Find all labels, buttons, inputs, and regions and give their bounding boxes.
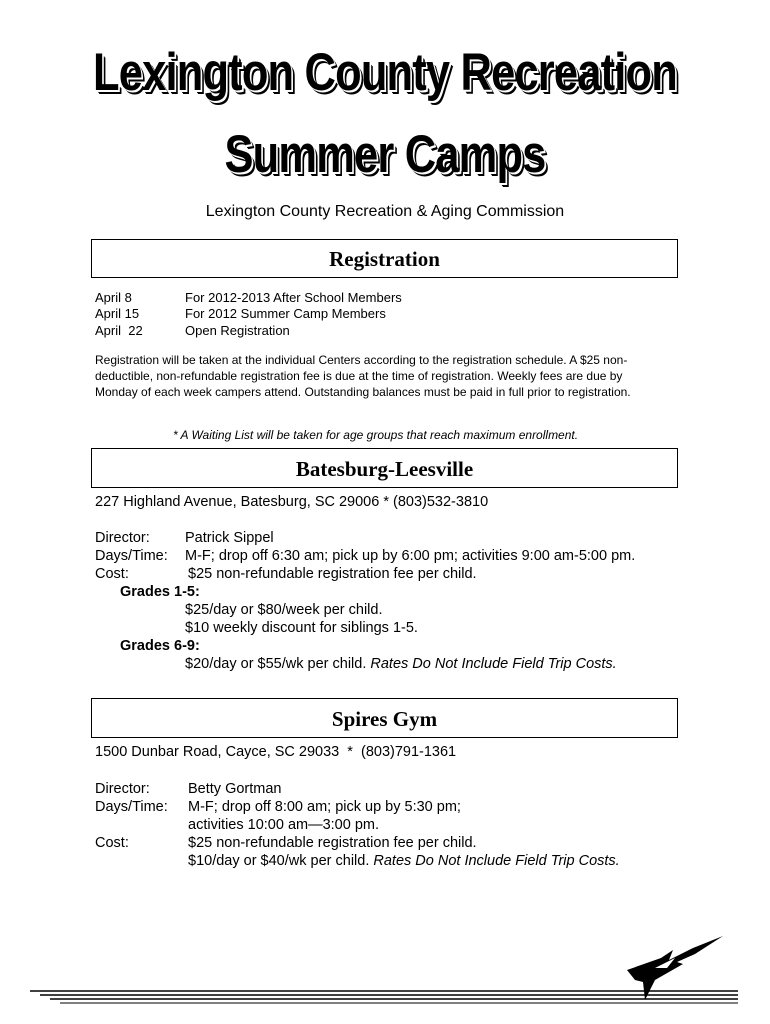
batesburg-grades2-rate: $20/day or $55/wk per child. <box>185 656 367 672</box>
batesburg-days-label: Days/Time: <box>95 548 168 564</box>
batesburg-grades1-discount: $10 weekly discount for siblings 1-5. <box>185 620 418 636</box>
spires-rate-line <box>188 852 620 870</box>
spires-rate: $10/day or $40/wk per child. <box>188 853 370 869</box>
spires-field-trip-note: Rates Do Not Include Field Trip Costs. <box>373 853 620 869</box>
waiting-list-note: * A Waiting List will be taken for age groups that reach maximum enrollment. <box>173 428 579 442</box>
batesburg-cost: $25 non-refundable registration fee per child. <box>188 566 477 582</box>
spires-heading-box <box>91 698 678 738</box>
batesburg-heading: Batesburg-Leesville <box>295 457 474 481</box>
spires-days-line1: M-F; drop off 8:00 am; pick up by 5:30 pm; <box>188 799 461 815</box>
batesburg-field-trip-note: Rates Do Not Include Field Trip Costs. <box>370 656 617 672</box>
spires-director-label: Director: <box>95 781 150 797</box>
batesburg-grades1-label: Grades 1-5: <box>120 584 200 600</box>
spires-cost: $25 non-refundable registration fee per child. <box>188 835 477 851</box>
reg-desc-3: Open Registration <box>185 323 290 338</box>
spires-days-label: Days/Time: <box>95 799 168 815</box>
reg-desc-1: For 2012-2013 After School Members <box>185 290 402 305</box>
spires-cost-label: Cost: <box>95 835 129 851</box>
spires-director: Betty Gortman <box>188 781 282 797</box>
batesburg-heading-box <box>91 448 678 488</box>
spires-days-line2: activities 10:00 am—3:00 pm. <box>188 817 380 833</box>
page-title-line2: Summer Camps <box>224 125 546 184</box>
reg-info-line3: Monday of each week campers attend. Outstanding balances must be paid in full prior to registration. <box>95 385 631 399</box>
registration-heading: Registration <box>329 247 440 271</box>
batesburg-director: Patrick Sippel <box>185 530 274 546</box>
batesburg-days: M-F; drop off 6:30 am; pick up by 6:00 pm; activities 9:00 am-5:00 pm. <box>185 548 636 564</box>
spires-heading: Spires Gym <box>331 707 438 731</box>
reg-desc-2: For 2012 Summer Camp Members <box>185 306 386 321</box>
reg-info-line2: deductible, non-refundable registration fee is due at the time of registration. Weekly fees are due by <box>95 369 623 383</box>
batesburg-director-label: Director: <box>95 530 150 546</box>
batesburg-cost-label: Cost: <box>95 566 129 582</box>
runner-logo-icon <box>615 928 725 1008</box>
batesburg-grades2-line <box>185 655 617 673</box>
reg-info-line1: Registration will be taken at the individual Centers according to the registration schedule. A $25 non- <box>95 353 628 367</box>
reg-date-2: April 15 <box>95 306 140 321</box>
subtitle: Lexington County Recreation & Aging Commission <box>205 203 565 220</box>
batesburg-address: 227 Highland Avenue, Batesburg, SC 29006 * (803)532-3810 <box>95 494 489 510</box>
batesburg-grades2-label: Grades 6-9: <box>120 638 200 654</box>
page-title-line1: Lexington County Recreation <box>93 43 677 102</box>
registration-heading-box <box>91 239 678 278</box>
reg-date-3: April 22 <box>95 323 143 338</box>
reg-date-1: April 8 <box>95 290 132 305</box>
batesburg-grades1-rate: $25/day or $80/week per child. <box>185 602 383 618</box>
spires-address: 1500 Dunbar Road, Cayce, SC 29033 * (803)791-1361 <box>95 744 457 760</box>
